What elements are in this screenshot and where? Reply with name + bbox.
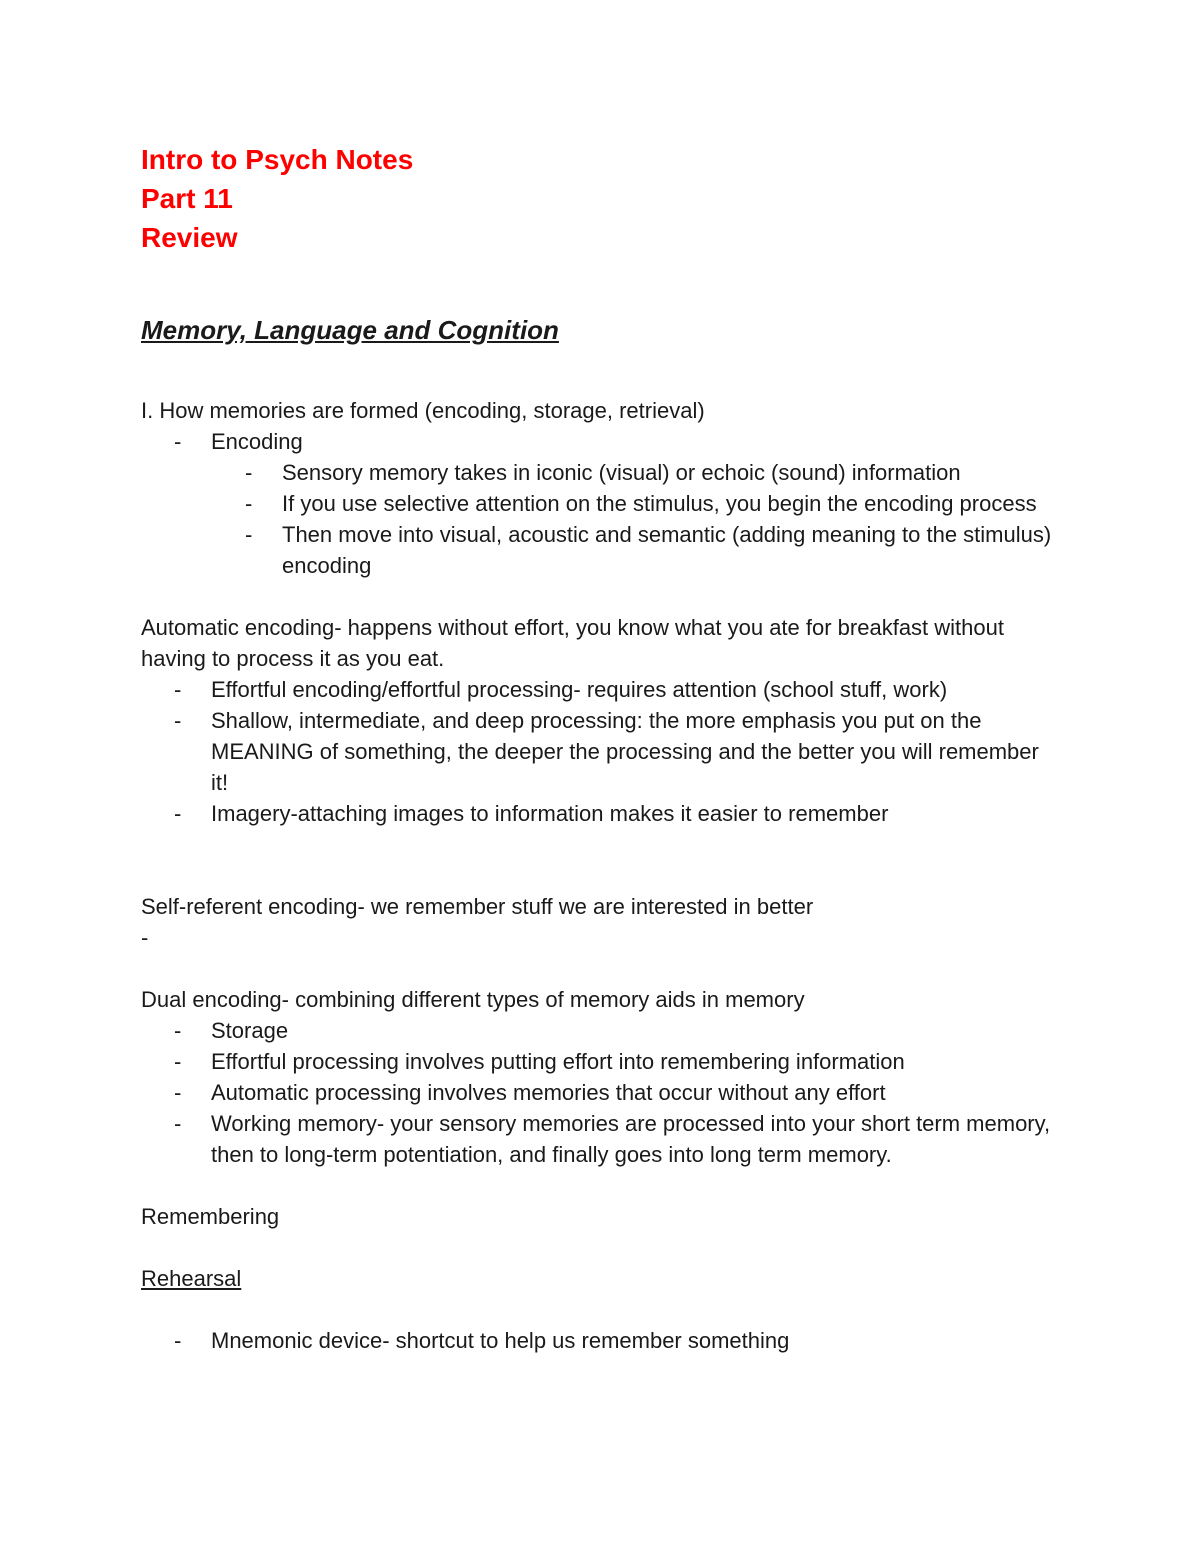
automatic-encoding-paragraph: Automatic encoding- happens without effort, you know what you ate for breakfast without having to process it as you eat. — [141, 615, 1004, 671]
list-item — [141, 798, 1061, 829]
list-item-text: Sensory memory takes in iconic (visual) or echoic (sound) information — [282, 460, 961, 485]
list-item — [141, 488, 1061, 519]
list-item — [141, 705, 1061, 798]
list-item — [141, 674, 1061, 705]
encoding-list — [141, 426, 1061, 457]
self-referent-trailing-dash: - — [141, 925, 149, 950]
list-item — [141, 1325, 1061, 1356]
automatic-encoding-list — [141, 674, 1061, 829]
dash-bullet: - — [174, 677, 182, 702]
dash-bullet: - — [174, 1049, 182, 1074]
list-item — [141, 1015, 1061, 1046]
list-item-text: Shallow, intermediate, and deep processing: the more emphasis you put on the MEANING of something, the deeper the processing and the better you will remember it! — [211, 708, 1039, 795]
list-item-text: Effortful encoding/effortful processing- requires attention (school stuff, work) — [211, 677, 948, 702]
list-item — [141, 519, 1061, 581]
list-item-text: If you use selective attention on the stimulus, you begin the encoding process — [282, 491, 1037, 516]
self-referent-paragraph: Self-referent encoding- we remember stuff we are interested in better — [141, 894, 814, 919]
dash-bullet: - — [174, 1111, 182, 1136]
dual-encoding-list — [141, 1015, 1061, 1170]
dash-bullet: - — [174, 801, 182, 826]
list-item-text: Storage — [211, 1018, 289, 1043]
section-heading: Memory, Language and Cognition — [141, 315, 559, 345]
list-item-text: Effortful processing involves putting effort into remembering information — [211, 1049, 905, 1074]
list-item — [141, 426, 1061, 457]
list-item — [141, 457, 1061, 488]
list-item — [141, 1046, 1061, 1077]
rehearsal-list — [141, 1325, 1061, 1356]
dash-bullet: - — [245, 460, 253, 485]
dual-encoding-paragraph: Dual encoding- combining different types of memory aids in memory — [141, 987, 805, 1012]
document-page — [141, 140, 1061, 1356]
list-item-text: Working memory- your sensory memories are processed into your short term memory, then to long-term potentiation, and finally goes into long term memory. — [211, 1111, 1051, 1167]
list-item-text: Mnemonic device- shortcut to help us remember something — [211, 1328, 790, 1353]
list-item-text: Automatic processing involves memories that occur without any effort — [211, 1080, 886, 1105]
rehearsal-heading: Rehearsal — [141, 1266, 242, 1291]
dash-bullet: - — [245, 491, 253, 516]
encoding-sublist — [141, 457, 1061, 581]
doc-part: Part 11 — [141, 183, 233, 214]
dash-bullet: - — [174, 1328, 182, 1353]
list-item-text: Then move into visual, acoustic and semantic (adding meaning to the stimulus) encoding — [282, 522, 1052, 578]
doc-title: Intro to Psych Notes — [141, 144, 414, 175]
list-item-text: Encoding — [211, 429, 303, 454]
list-item — [141, 1108, 1061, 1170]
dash-bullet: - — [174, 708, 182, 733]
list-item — [141, 1077, 1061, 1108]
doc-review-label: Review — [141, 222, 238, 253]
dash-bullet: - — [174, 1080, 182, 1105]
dash-bullet: - — [174, 429, 182, 454]
list-item-text: Imagery-attaching images to information makes it easier to remember — [211, 801, 889, 826]
dash-bullet: - — [245, 522, 253, 547]
remembering-heading: Remembering — [141, 1204, 280, 1229]
outline-heading: I. How memories are formed (encoding, storage, retrieval) — [141, 398, 705, 423]
dash-bullet: - — [174, 1018, 182, 1043]
